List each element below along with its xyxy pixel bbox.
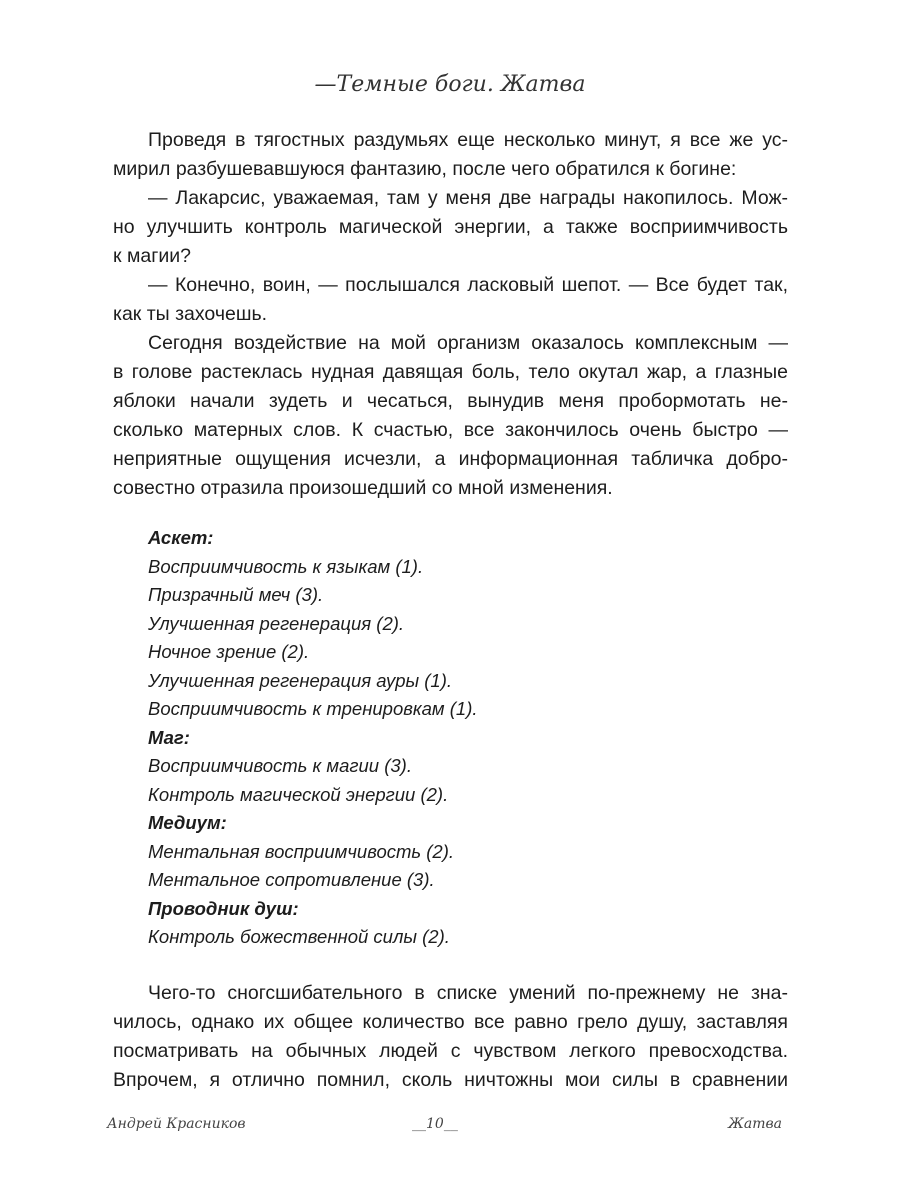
text-line: мирил разбушевавшуюся фантазию, после чего обратился к богине: — [113, 158, 737, 180]
text-line: — Лакарсис, уважаемая, там у меня две награды накопилось. Мож- — [148, 187, 788, 209]
skill-group-heading: Аскет: — [148, 527, 214, 548]
footer-book: Жатва — [728, 1116, 782, 1132]
skill-item: Восприимчивость к языкам (1). — [148, 555, 424, 577]
skill-group-heading: Маг: — [148, 726, 190, 748]
body-text-bottom — [113, 979, 788, 1095]
text-line: но улучшить контроль магической энергии, а также восприимчивость — [113, 216, 788, 238]
text-line: в голове растеклась нудная давящая боль, тело окутал жар, а глазные — [113, 361, 788, 383]
text-line: как ты захочешь. — [113, 303, 268, 325]
text-line: посматривать на обычных людей с чувством легкого превосходства. — [113, 1040, 788, 1062]
text-line: к магии? — [113, 245, 191, 267]
skill-group-heading: Проводник душ: — [148, 897, 299, 919]
skill-group-heading: Медиум: — [148, 812, 227, 833]
text-line: чилось, однако их общее количество все равно грело душу, заставляя — [113, 1011, 788, 1033]
text-line: совестно отразила произошедший со мной изменения. — [113, 477, 613, 499]
page-number: 10 — [426, 1116, 444, 1132]
text-line: Чего-то сногсшибательного в списке умений по-прежнему не зна- — [148, 982, 788, 1004]
text-line: неприятные ощущения исчезли, а информационная табличка добро- — [113, 448, 788, 470]
skill-item: Призрачный меч (3). — [148, 584, 324, 605]
running-header: —Темные боги. Жатва — [314, 72, 586, 97]
skill-item: Ментальная восприимчивость (2). — [148, 840, 455, 862]
skill-item: Контроль магической энергии (2). — [148, 783, 449, 805]
text-line: Впрочем, я отлично помнил, сколь ничтожны мои силы в сравнении — [113, 1069, 788, 1091]
skill-item: Улучшенная регенерация (2). — [148, 612, 405, 634]
footer-page-number: __10__ — [412, 1116, 458, 1132]
skill-item: Ночное зрение (2). — [148, 641, 310, 662]
skill-item: Улучшенная регенерация ауры (1). — [148, 669, 452, 691]
footer-author: Андрей Красников — [107, 1116, 246, 1132]
text-line: — Конечно, воин, — послышался ласковый шепот. — Все будет так, — [148, 274, 788, 296]
skill-item: Восприимчивость к магии (3). — [148, 755, 412, 776]
skill-item: Восприимчивость к тренировкам (1). — [148, 698, 478, 719]
text-line: Проведя в тягостных раздумьях еще несколько минут, я все же ус- — [148, 129, 788, 151]
skill-item: Контроль божественной силы (2). — [148, 926, 450, 947]
text-line: Сегодня воздействие на мой организм оказалось комплексным — — [148, 332, 788, 354]
body-text-top — [113, 126, 788, 503]
text-line: сколько матерных слов. К счастью, все закончилось очень быстро — — [113, 419, 788, 441]
skills-list — [148, 524, 478, 952]
text-line: яблоки начали зудеть и чесаться, вынудив меня пробормотать не- — [113, 390, 788, 412]
skill-item: Ментальное сопротивление (3). — [148, 869, 435, 890]
